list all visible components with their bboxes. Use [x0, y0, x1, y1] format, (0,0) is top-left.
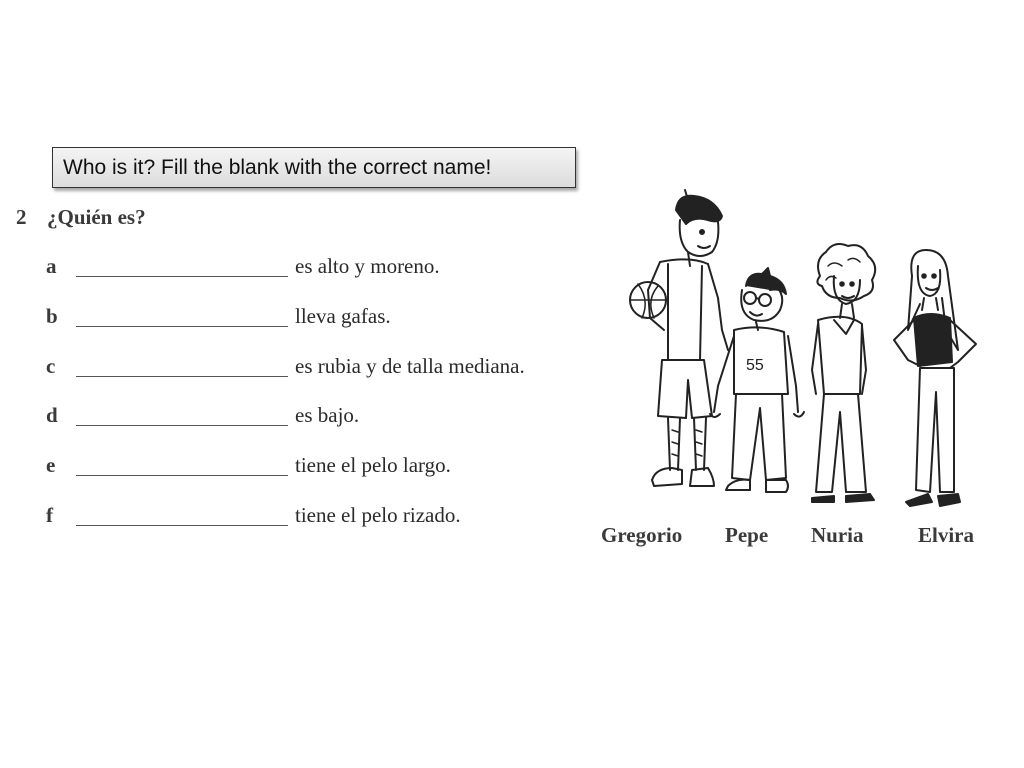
- item-letter: a: [46, 254, 57, 278]
- name-nuria: Nuria: [811, 523, 864, 547]
- answer-blank[interactable]: [76, 306, 288, 327]
- item-text: es rubia y de talla mediana.: [295, 354, 525, 378]
- exercise-item-a: [46, 254, 586, 282]
- nuria-figure: [812, 244, 875, 502]
- name-elvira: Elvira: [918, 523, 974, 547]
- answer-blank[interactable]: [76, 405, 288, 426]
- item-letter: f: [46, 503, 53, 527]
- item-letter: d: [46, 403, 58, 427]
- answer-blank[interactable]: [76, 505, 288, 526]
- item-letter: c: [46, 354, 56, 378]
- item-letter: b: [46, 304, 58, 328]
- exercise-item-d: [46, 403, 586, 431]
- elvira-figure: [894, 250, 976, 506]
- exercise-item-f: [46, 503, 586, 531]
- answer-blank[interactable]: [76, 356, 288, 377]
- exercise-item-e: [46, 453, 586, 481]
- item-text: tiene el pelo rizado.: [295, 503, 461, 527]
- gregorio-figure: [630, 190, 728, 486]
- instruction-banner: Who is it? Fill the blank with the correct name!: [52, 147, 576, 188]
- name-pepe: Pepe: [725, 523, 769, 547]
- item-text: es alto y moreno.: [295, 254, 440, 278]
- answer-blank[interactable]: [76, 256, 288, 277]
- characters-illustration: [590, 180, 1010, 520]
- exercise-item-b: [46, 304, 586, 332]
- pepe-figure: [710, 268, 804, 492]
- shirt-number: 55: [746, 357, 764, 374]
- answer-blank[interactable]: [76, 455, 288, 476]
- name-gregorio: Gregorio: [601, 523, 683, 547]
- exercise-number: 2: [16, 205, 27, 229]
- item-text: es bajo.: [295, 403, 360, 427]
- item-text: lleva gafas.: [295, 304, 391, 328]
- exercise-heading: ¿Quién es?: [47, 205, 146, 229]
- exercise-item-c: [46, 354, 586, 382]
- item-text: tiene el pelo largo.: [295, 453, 451, 477]
- item-letter: e: [46, 453, 56, 477]
